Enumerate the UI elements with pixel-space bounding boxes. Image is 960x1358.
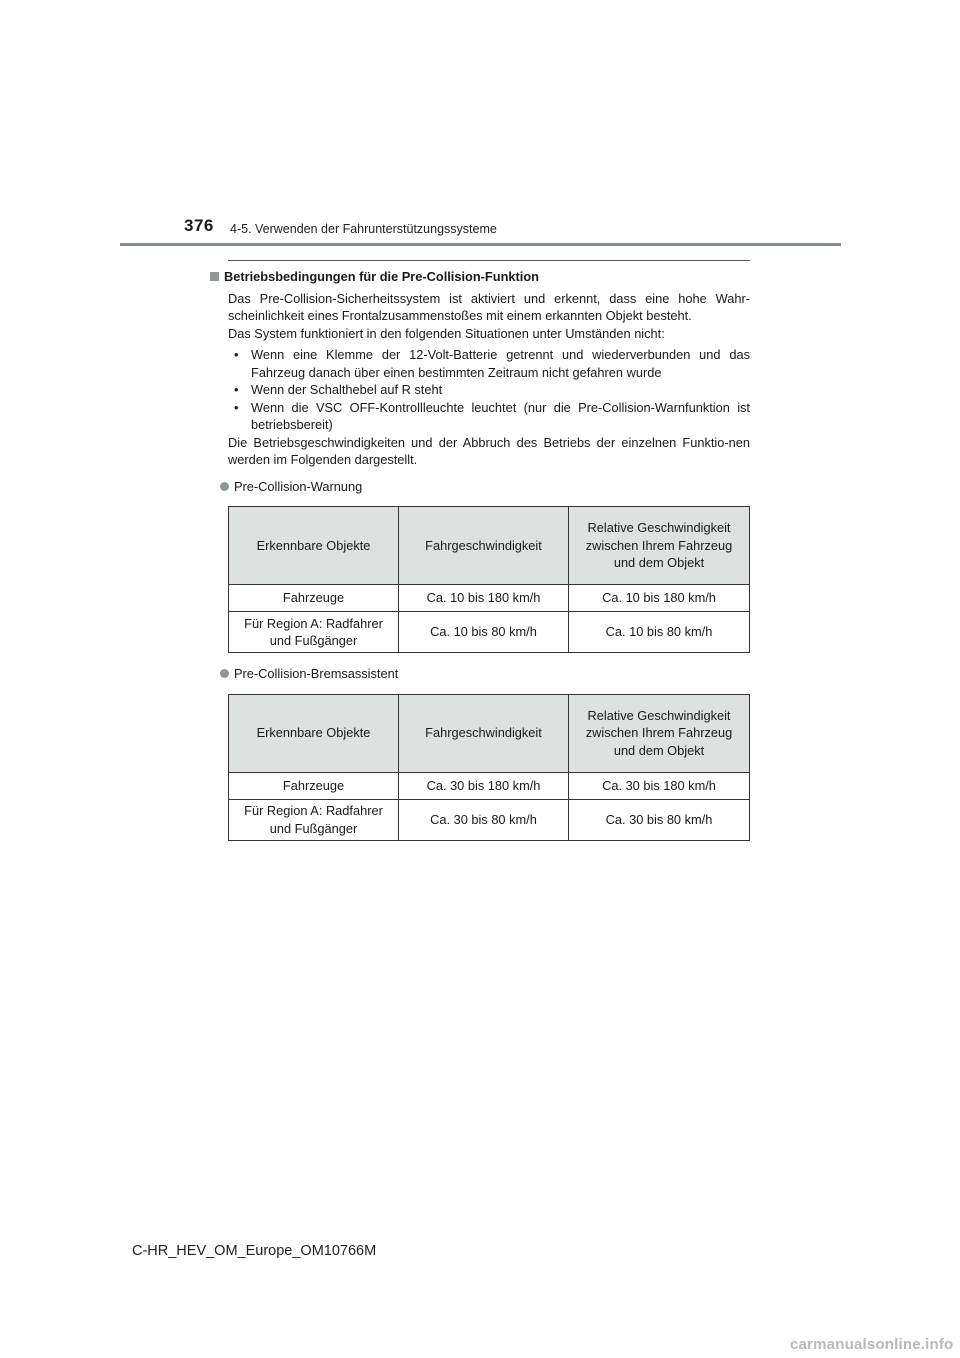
table-cell: Für Region A: Radfahrer und Fußgänger — [229, 612, 399, 653]
table-cell: Für Region A: Radfahrer und Fußgänger — [229, 799, 399, 840]
square-bullet-icon — [210, 272, 219, 281]
circle-bullet-icon — [220, 482, 229, 491]
page-number: 376 — [184, 216, 214, 235]
subheading-brake-text: Pre-Collision-Bremsassistent — [234, 666, 399, 681]
section-heading — [210, 268, 750, 286]
table-cell: Fahrzeuge — [229, 772, 399, 799]
table-header-row — [229, 507, 750, 585]
brake-speed-table — [228, 694, 750, 841]
section-rule — [228, 260, 750, 261]
table-header-row — [229, 694, 750, 772]
table-row — [229, 585, 750, 612]
bullet-icon: • — [234, 399, 239, 415]
table-header: Relative Geschwindigkeit zwischen Ihrem Fahrzeug und dem Objekt — [569, 507, 750, 585]
circle-bullet-icon — [220, 669, 229, 678]
table-cell: Fahrzeuge — [229, 585, 399, 612]
chapter-title: 4-5. Verwenden der Fahrunterstützungssysteme — [230, 222, 497, 236]
list-item-text: Wenn der Schalthebel auf R steht — [251, 382, 443, 397]
subheading-brake — [220, 665, 750, 683]
table-row — [229, 799, 750, 840]
bullet-icon: • — [234, 347, 239, 362]
table-cell: Ca. 30 bis 80 km/h — [569, 799, 750, 840]
conditions-list — [228, 346, 750, 434]
table-cell: Ca. 30 bis 180 km/h — [399, 772, 569, 799]
outro-paragraph: Die Betriebsgeschwindigkeiten und der Abbruch des Betriebs der einzelnen Funktio-nen werden im Folgenden dargestellt. — [228, 434, 750, 467]
bullet-icon: • — [234, 382, 239, 397]
table-header: Fahrgeschwindigkeit — [399, 694, 569, 772]
table-cell: Ca. 30 bis 180 km/h — [569, 772, 750, 799]
page-content — [210, 268, 750, 841]
table-header: Erkennbare Objekte — [229, 694, 399, 772]
table-cell: Ca. 10 bis 80 km/h — [399, 612, 569, 653]
conditions-intro: Das System funktioniert in den folgenden Situationen unter Umständen nicht: — [228, 325, 665, 341]
header-rule — [120, 243, 841, 246]
subheading-warning-text: Pre-Collision-Warnung — [234, 478, 363, 494]
list-item — [228, 346, 750, 381]
table-row — [229, 612, 750, 653]
list-item-text: Wenn die VSC OFF-Kontrollleuchte leuchtet (nur die Pre-Collision-Warnfunktion ist betriebsbereit) — [251, 399, 750, 432]
document-code: C-HR_HEV_OM_Europe_OM10766M — [132, 1243, 377, 1259]
list-item-text: Wenn eine Klemme der 12-Volt-Batterie getrennt und wiederverbunden und das Fahrzeug danach über einen bestimmten Zeitraum nicht gefahren wurde — [251, 347, 750, 380]
list-item — [228, 399, 750, 434]
table-cell: Ca. 10 bis 180 km/h — [399, 585, 569, 612]
section-heading-text: Betriebsbedingungen für die Pre-Collision-Funktion — [224, 269, 539, 284]
table-cell: Ca. 30 bis 80 km/h — [399, 799, 569, 840]
warning-speed-table — [228, 506, 750, 653]
table-header: Relative Geschwindigkeit zwischen Ihrem Fahrzeug und dem Objekt — [569, 694, 750, 772]
table-row — [229, 772, 750, 799]
watermark: carmanualsonline.info — [790, 1336, 954, 1353]
subheading-warning — [220, 478, 750, 496]
table-header: Erkennbare Objekte — [229, 507, 399, 585]
table-cell: Ca. 10 bis 80 km/h — [569, 612, 750, 653]
table-header: Fahrgeschwindigkeit — [399, 507, 569, 585]
table-cell: Ca. 10 bis 180 km/h — [569, 585, 750, 612]
intro-paragraph: Das Pre-Collision-Sicherheitssystem ist aktiviert und erkennt, dass eine hohe Wahr-scheinlichkeit eines Frontalzusammenstoßes mit einem erkannten Objekt besteht. — [228, 290, 750, 323]
list-item — [228, 381, 750, 399]
